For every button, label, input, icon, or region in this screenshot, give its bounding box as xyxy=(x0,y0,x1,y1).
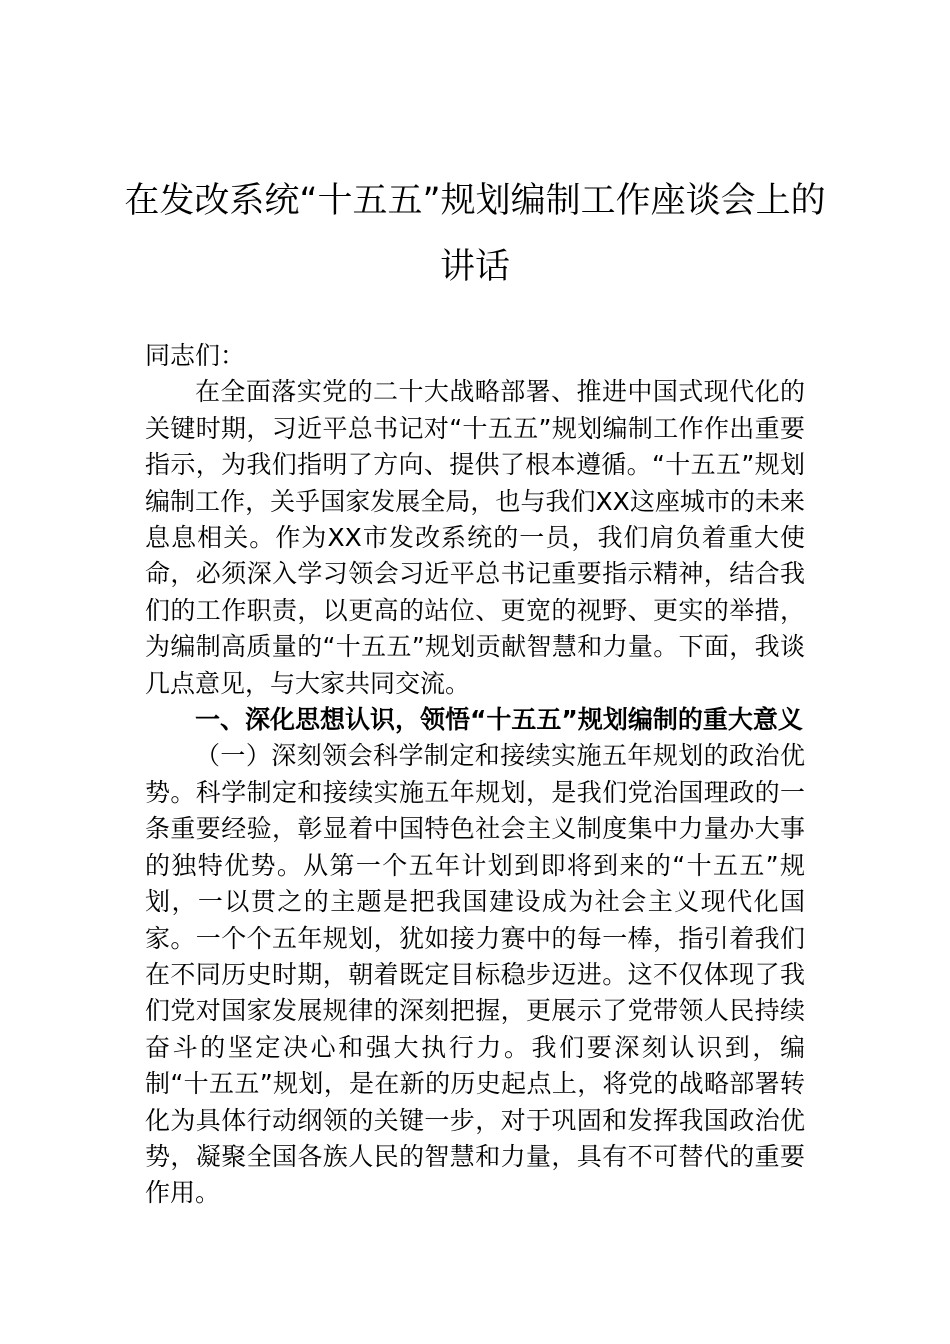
subsection-paragraph: （一）深刻领会科学制定和接续实施五年规划的政治优势。科学制定和接续实施五年规划，是我们党治国理政的一条重要经验，彰显着中国特色社会主义制度集中力量办大事的独特优势。从第一个五年计划到即将到来的“十五五”规划，一以贯之的主题是把我国建设成为社会主义现代化国家。一个个五年规划，犹如接力赛中的每一棒，指引着我们在不同历史时期，朝着既定目标稳步迈进。这不仅体现了我们党对国家发展规律的深刻把握，更展示了党带领人民持续奋斗的坚定决心和强大执行力。我们要深刻认识到，编制“十五五”规划，是在新的历史起点上，将党的战略部署转化为具体行动纲领的关键一步，对于巩固和发挥我国政治优势，凝聚全国各族人民的智慧和力量，具有不可替代的重要作用。 xyxy=(145,741,805,1208)
document-title: 在发改系统“十五五”规划编制工作座谈会上的讲话 xyxy=(124,181,826,287)
intro-paragraph: 在全面落实党的二十大战略部署、推进中国式现代化的关键时期，习近平总书记对“十五五”规划编制工作作出重要指示，为我们指明了方向、提供了根本遵循。“十五五”规划编制工作，关乎国家发展全局，也与我们XX这座城市的未来息息相关。作为XX市发改系统的一员，我们肩负着重大使命，必须深入学习领会习近平总书记重要指示精神，结合我们的工作职责，以更高的站位、更宽的视野、更实的举措，为编制高质量的“十五五”规划贡献智慧和力量。下面，我谈几点意见，与大家共同交流。 xyxy=(145,377,805,698)
document-body xyxy=(145,338,805,1212)
section-heading: 一、深化思想认识，领悟“十五五”规划编制的重大意义 xyxy=(195,705,803,735)
salutation: 同志们： xyxy=(145,341,246,370)
